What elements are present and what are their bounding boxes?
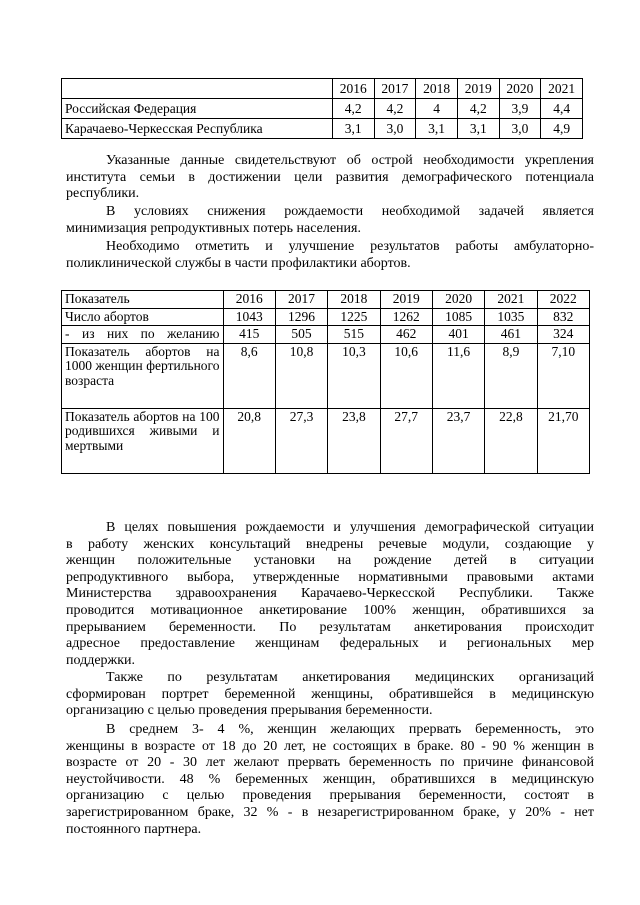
- table-cell: 21,70: [537, 408, 589, 473]
- table-cell: 505: [275, 326, 327, 344]
- text-line: поддержки.: [66, 652, 136, 668]
- text-line: постоянного партнера.: [66, 821, 202, 837]
- table-cell: 1225: [328, 308, 380, 326]
- table-cell: 515: [328, 326, 380, 344]
- table-cell: 415: [223, 326, 275, 344]
- text-line: минимизация репродуктивных потерь населения.: [66, 220, 361, 236]
- table-cell: 4,2: [457, 99, 499, 119]
- table-header-cell: 2022: [537, 291, 589, 309]
- table-row: [62, 343, 590, 408]
- row-label: - из них по желанию: [62, 326, 224, 344]
- abortion-rate-comparison-table: [61, 78, 583, 139]
- paragraph-speech-modules: [66, 520, 594, 669]
- text-line: республики.: [66, 186, 140, 202]
- row-label: Показатель абортов на 1000 женщин фертильного возраста: [62, 343, 224, 408]
- table-cell: 8,9: [485, 343, 537, 408]
- text-line: возрасте от 20 - 30 лет желают прервать беременность по причине финансовой: [66, 755, 594, 771]
- text-line: адресное предоставление женщинам федеральных и региональных мер: [66, 636, 594, 652]
- table-header-cell: 2019: [457, 79, 499, 99]
- table-header-cell: 2020: [499, 79, 541, 99]
- table-cell: 10,3: [328, 343, 380, 408]
- table-cell: 3,1: [416, 119, 458, 139]
- table-row: [62, 326, 590, 344]
- table-cell: 3,1: [332, 119, 374, 139]
- table-cell: 4,2: [332, 99, 374, 119]
- table-cell: 10,8: [275, 343, 327, 408]
- table-cell: 22,8: [485, 408, 537, 473]
- table-cell: 10,6: [380, 343, 432, 408]
- table-header-cell: Показатель: [62, 291, 224, 309]
- table-cell: 1035: [485, 308, 537, 326]
- table-cell: 3,0: [374, 119, 416, 139]
- row-label: Число абортов: [62, 308, 224, 326]
- table-cell: 832: [537, 308, 589, 326]
- table-cell: 1296: [275, 308, 327, 326]
- table-row: [62, 308, 590, 326]
- table-cell: 3,9: [499, 99, 541, 119]
- text-line: прерыванием беременности. По результатам анкетирования происходит: [66, 619, 594, 635]
- table-row: [62, 119, 583, 139]
- table-cell: 23,7: [432, 408, 484, 473]
- table-header-row: [62, 79, 583, 99]
- row-label: Карачаево-Черкесская Республика: [62, 119, 333, 139]
- text-line: Министерства здравоохранения Карачаево-Черкесской Республики. Также: [66, 586, 594, 602]
- text-line: Также по результатам анкетирования медицинских организаций: [106, 670, 594, 685]
- table-cell: 4,9: [541, 119, 583, 139]
- table-cell: 401: [432, 326, 484, 344]
- table-cell: 1085: [432, 308, 484, 326]
- table-cell: 3,1: [457, 119, 499, 139]
- paragraph-statistics: [66, 722, 594, 838]
- text-line: организацию с целью проведения прерывания беременности.: [66, 703, 433, 719]
- table-cell: 462: [380, 326, 432, 344]
- text-line: сформирован портрет беременной женщины, обратившейся в медицинскую: [66, 686, 594, 702]
- table-cell: 11,6: [432, 343, 484, 408]
- table-cell: 4,2: [374, 99, 416, 119]
- table-cell: 20,8: [223, 408, 275, 473]
- table-header-cell: 2018: [416, 79, 458, 99]
- table-cell: 324: [537, 326, 589, 344]
- text-line: женщины в возрасте от 18 до 20 лет, не состоящих в браке. 80 - 90 % женщин в: [66, 738, 594, 754]
- paragraph-outpatient-service: [66, 239, 594, 272]
- text-line: института семьи в достижении цели развития демографического потенциала: [66, 169, 594, 185]
- table-header-cell: 2021: [485, 291, 537, 309]
- text-line: неустойчивости. 48 % беременных женщин, обратившихся в медицинскую: [66, 771, 594, 787]
- text-line: поликлинической службы в части профилактики абортов.: [66, 255, 411, 271]
- row-label: Показатель абортов на 100 родившихся живыми и мертвыми: [62, 408, 224, 473]
- text-line: проводится мотивационное анкетирование 100% женщин, обратившихся за: [66, 602, 594, 618]
- paragraph-family-institute: [66, 153, 594, 203]
- table-header-cell: 2016: [332, 79, 374, 99]
- table-cell: 27,7: [380, 408, 432, 473]
- table-header-cell: 2017: [275, 291, 327, 309]
- row-label: Российская Федерация: [62, 99, 333, 119]
- text-line: В условиях снижения рождаемости необходимой задачей является: [106, 204, 594, 219]
- text-line: организацию с целью проведения прерывания беременности, состоят в: [66, 788, 594, 804]
- table-cell: 27,3: [275, 408, 327, 473]
- table-header-cell: 2018: [328, 291, 380, 309]
- table-header-row: [62, 291, 590, 309]
- table-header-cell: 2016: [223, 291, 275, 309]
- text-line: В среднем 3- 4 %, женщин желающих прервать беременность, это: [106, 722, 594, 737]
- table-cell: 23,8: [328, 408, 380, 473]
- table-cell: 3,0: [499, 119, 541, 139]
- table-row: [62, 99, 583, 119]
- table-header-cell: 2017: [374, 79, 416, 99]
- table-cell: 7,10: [537, 343, 589, 408]
- table-row: [62, 408, 590, 473]
- table-header-cell: [62, 79, 333, 99]
- text-line: зарегистрированном браке, 32 % - в незарегистрированном браке, у 20% - нет: [66, 804, 594, 820]
- text-line: В целях повышения рождаемости и улучшения демографической ситуации: [106, 520, 594, 535]
- table-cell: 461: [485, 326, 537, 344]
- table-cell: 8,6: [223, 343, 275, 408]
- paragraph-reproductive-losses: [66, 204, 594, 237]
- text-line: Необходимо отметить и улучшение результатов работы амбулаторно-: [106, 239, 594, 254]
- text-line: в работу женских консультаций внедрены речевые модули, создающие у: [66, 536, 594, 552]
- text-line: Указанные данные свидетельствуют об острой необходимости укрепления: [106, 153, 594, 168]
- table-cell: 4,4: [541, 99, 583, 119]
- table-header-cell: 2020: [432, 291, 484, 309]
- table-header-cell: 2019: [380, 291, 432, 309]
- table-cell: 1262: [380, 308, 432, 326]
- table-cell: 1043: [223, 308, 275, 326]
- table-header-cell: 2021: [541, 79, 583, 99]
- table-cell: 4: [416, 99, 458, 119]
- abortion-indicators-table: [61, 290, 590, 474]
- paragraph-pregnant-portrait: [66, 670, 594, 720]
- text-line: репродуктивного выбора, утвержденные нормативными правовыми актами: [66, 569, 594, 585]
- text-line: женщин положительные установки на рождение детей в ситуации: [66, 553, 594, 569]
